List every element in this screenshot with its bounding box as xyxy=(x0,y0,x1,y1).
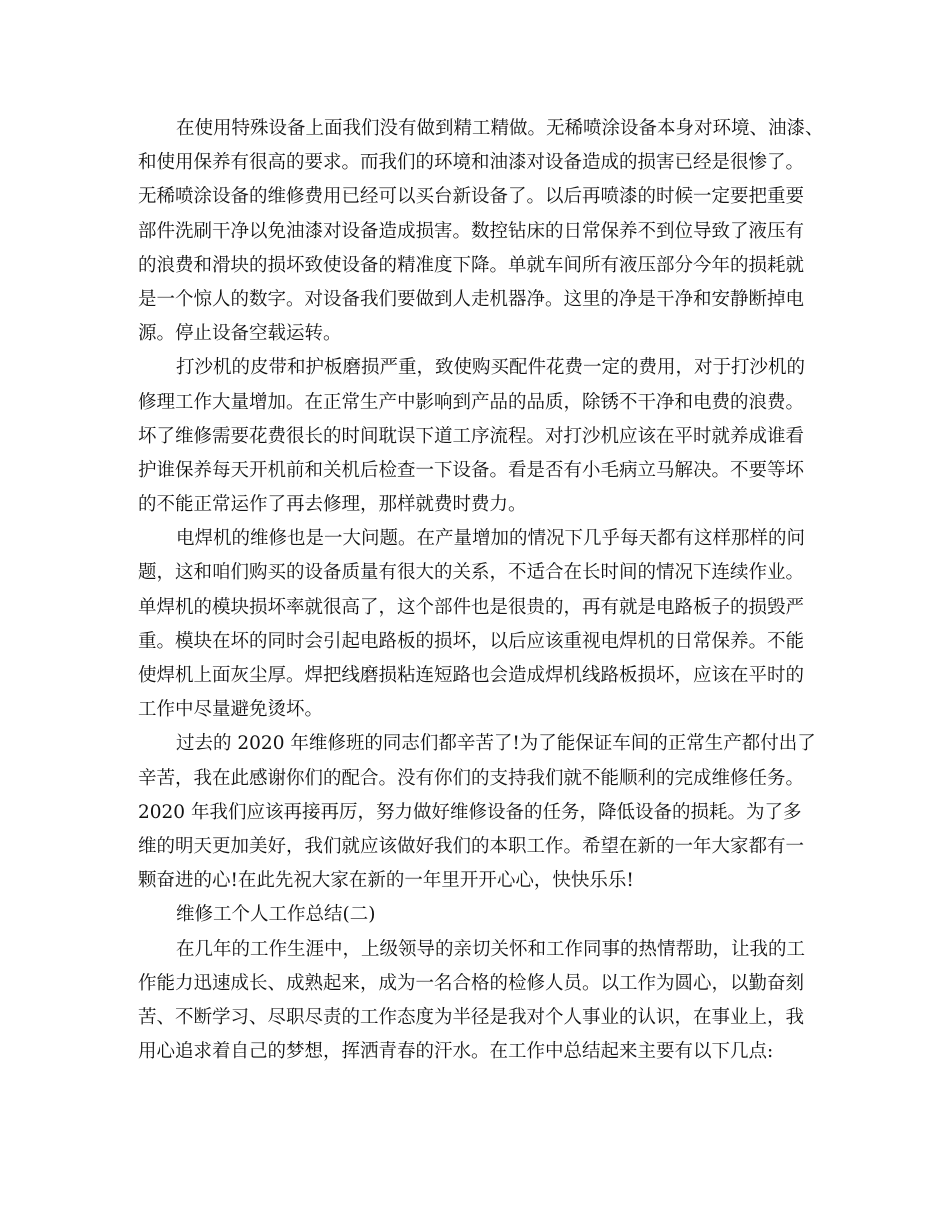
document-text-line: 辛苦，我在此感谢你们的配合。没有你们的支持我们就不能顺利的完成维修任务。 xyxy=(138,767,805,789)
document-text-line: 单焊机的模块损坏率就很高了，这个部件也是很贵的，再有就是电路板子的损毁严 xyxy=(138,596,805,618)
document-text-line: 打沙机的皮带和护板磨损严重，致使购买配件花费一定的费用，对于打沙机的 xyxy=(176,357,806,379)
document-text-line: 用心追求着自己的梦想，挥洒青春的汗水。在工作中总结起来主要有以下几点: xyxy=(138,1041,774,1063)
document-text-line: 在使用特殊设备上面我们没有做到精工精做。无稀喷涂设备本身对环境、油漆、 xyxy=(176,118,824,139)
document-text-line: 是一个惊人的数字。对设备我们要做到人走机器净。这里的净是干净和安静断掉电 xyxy=(138,288,805,310)
document-text-line: 维修工个人工作总结(二) xyxy=(176,904,376,926)
document-text-line: 源。停止设备空载运转。 xyxy=(138,323,342,345)
document-text-line: 在几年的工作生涯中，上级领导的亲切关怀和工作同事的热情帮助，让我的工 xyxy=(176,938,806,960)
document-text-line: 坏了维修需要花费很长的时间耽误下道工序流程。对打沙机应该在平时就养成谁看 xyxy=(138,425,805,447)
document-text-line: 的浪费和滑块的损坏致使设备的精准度下降。单就车间所有液压部分今年的损耗就 xyxy=(138,254,805,276)
document-text-line: 苦、不断学习、尽职尽责的工作态度为半径是我对个人事业的认识，在事业上，我 xyxy=(138,1006,805,1028)
document-text-line: 颗奋进的心!在此先祝大家在新的一年里开开心心，快快乐乐! xyxy=(138,870,634,892)
document-text-line: 使焊机上面灰尘厚。焊把线磨损粘连短路也会造成焊机线路板损坏，应该在平时的 xyxy=(138,665,805,686)
document-text-line: 和使用保养有很高的要求。而我们的环境和油漆对设备造成的损害已经是很惨了。 xyxy=(138,152,805,174)
document-text-line: 电焊机的维修也是一大问题。在产量增加的情况下几乎每天都有这样那样的问 xyxy=(176,528,806,550)
document-text-line: 部件洗刷干净以免油漆对设备造成损害。数控钻床的日常保养不到位导致了液压有 xyxy=(138,220,805,242)
document-text-line: 维的明天更加美好，我们就应该做好我们的本职工作。希望在新的一年大家都有一 xyxy=(138,835,805,857)
document-text-line: 无稀喷涂设备的维修费用已经可以买台新设备了。以后再喷漆的时候一定要把重要 xyxy=(138,186,805,208)
document-text-line: 工作中尽量避免烫坏。 xyxy=(138,699,324,721)
document-text-line: 修理工作大量增加。在正常生产中影响到产品的品质，除锈不干净和电费的浪费。 xyxy=(138,391,805,413)
document-text-line: 作能力迅速成长、成熟起来，成为一名合格的检修人员。以工作为圆心，以勤奋刻 xyxy=(138,972,805,994)
document-text-line: 重。模块在坏的同时会引起电路板的损坏，以后应该重视电焊机的日常保养。不能 xyxy=(138,630,805,652)
document-text-line: 护谁保养每天开机前和关机后检查一下设备。看是否有小毛病立马解决。不要等坏 xyxy=(138,459,805,481)
document-text-line: 2020 年我们应该再接再厉，努力做好维修设备的任务，降低设备的损耗。为了多 xyxy=(138,801,802,823)
document-text-line: 的不能正常运作了再去修理，那样就费时费力。 xyxy=(138,494,527,516)
document-body xyxy=(138,112,824,1069)
document-text-line: 过去的 2020 年维修班的同志们都辛苦了!为了能保证车间的正常生产都付出了 xyxy=(176,733,816,755)
document-text-line: 题，这和咱们购买的设备质量有很大的关系，不适合在长时间的情况下连续作业。 xyxy=(138,562,805,584)
